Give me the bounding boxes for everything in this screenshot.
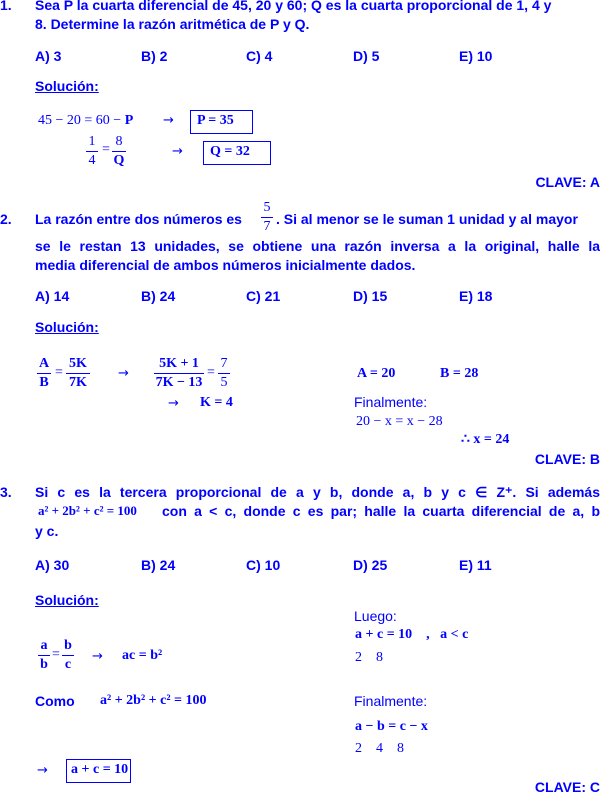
problem-2-final-equation: 20 − x = x − 28 xyxy=(356,414,443,429)
problem-1-option-a: A) 3 xyxy=(35,48,62,64)
problem-1-solucion-heading: Solución: xyxy=(35,78,99,94)
problem-3-como-label: Como xyxy=(35,693,75,709)
problem-3-solucion-heading: Solución: xyxy=(35,592,99,608)
arrow-icon: → xyxy=(172,144,183,159)
problem-2-solucion-heading: Solución: xyxy=(35,319,99,335)
equals-sign: = xyxy=(102,142,110,157)
arrow-icon: → xyxy=(118,366,129,381)
arrow-icon: → xyxy=(92,649,103,664)
problem-1-option-d: D) 5 xyxy=(353,48,380,64)
problem-3-option-c: C) 10 xyxy=(246,557,281,573)
problem-3-final-values: 2 4 8 xyxy=(355,741,404,756)
problem-1-clave: CLAVE: A xyxy=(535,174,600,190)
problem-2-fraction-5k-7k: 5K 7K xyxy=(66,356,90,391)
problem-3-proportion-result: ac = b² xyxy=(122,648,163,663)
problem-3-fraction-b-c: b c xyxy=(62,638,74,673)
problem-3-option-b: B) 24 xyxy=(141,557,176,573)
problem-3-luego-values: 2 8 xyxy=(355,650,383,665)
problem-2-option-d: D) 15 xyxy=(353,288,388,304)
problem-2-final-result: ∴ x = 24 xyxy=(461,432,510,447)
problem-2-k-result: K = 4 xyxy=(200,395,233,410)
problem-3-number: 3. xyxy=(0,484,12,500)
problem-1-option-e: E) 10 xyxy=(459,48,493,64)
arrow-icon: → xyxy=(37,763,48,778)
problem-2-option-b: B) 24 xyxy=(141,288,176,304)
problem-3-text-line-2: con a < c, donde c es par; halle la cuarta diferencial de a, b xyxy=(162,503,600,519)
problem-3-option-d: D) 25 xyxy=(353,557,388,573)
problem-2-fraction-5-7: 5 7 xyxy=(261,200,273,235)
equals-sign: = xyxy=(55,365,63,380)
problem-2-fraction-5k1-7k13: 5K + 1 7K − 13 xyxy=(155,356,203,390)
problem-2-text-line-1-pre: La razón entre dos números es xyxy=(35,211,242,227)
problem-3-finalmente: Finalmente: xyxy=(354,693,428,709)
problem-1-text-line-1: Sea P la cuarta diferencial de 45, 20 y 60; Q es la cuarta proporcional de 1, 4 y xyxy=(35,0,552,13)
problem-2-fraction-7-5: 7 5 xyxy=(218,356,230,391)
problem-1-result-box-p: P = 35 xyxy=(190,110,253,134)
problem-3-text-line-3: y c. xyxy=(35,523,59,539)
problem-1-fraction-1-4: 1 4 xyxy=(86,134,98,169)
problem-3-option-a: A) 30 xyxy=(35,557,70,573)
problem-3-clave: CLAVE: C xyxy=(534,779,600,795)
problem-2-option-e: E) 18 xyxy=(459,288,493,304)
problem-3-como-equation: a² + 2b² + c² = 100 xyxy=(100,693,207,708)
problem-2-finalmente: Finalmente: xyxy=(354,394,428,410)
problem-3-option-e: E) 11 xyxy=(459,557,492,573)
problem-3-luego-equation: a + c = 10 , a < c xyxy=(355,627,469,642)
problem-3-fraction-a-b: a b xyxy=(38,638,50,673)
problem-1-option-b: B) 2 xyxy=(141,48,168,64)
problem-2-b-value: B = 28 xyxy=(440,366,479,381)
problem-1-equation-1: 45 − 20 = 60 − P xyxy=(38,113,134,128)
problem-3-inline-equation: a² + 2b² + c² = 100 xyxy=(38,503,137,518)
problem-2-fraction-a-b: A B xyxy=(38,356,50,390)
problem-2-option-c: C) 21 xyxy=(246,288,281,304)
problem-2-clave: CLAVE: B xyxy=(534,451,600,467)
problem-1-result-box-q: Q = 32 xyxy=(203,141,271,165)
problem-3-final-equation: a − b = c − x xyxy=(355,719,428,734)
problem-2-number: 2. xyxy=(0,211,12,227)
problem-1-option-c: C) 4 xyxy=(246,48,273,64)
problem-1-text-line-2: 8. Determine la razón aritmética de P y Q. xyxy=(35,16,310,32)
arrow-icon: → xyxy=(168,396,179,411)
equals-sign: = xyxy=(52,647,60,662)
problem-3-result-box-sum: a + c = 10 xyxy=(66,759,131,783)
problem-2-text-line-2: se le restan 13 unidades, se obtiene una razón inversa a la original, halle la xyxy=(35,238,600,254)
arrow-icon: → xyxy=(163,113,174,128)
problem-3-text-line-1: Si c es la tercera proporcional de a y b, donde a, b y c ∈ Z⁺. Si además xyxy=(35,484,600,500)
equals-sign: = xyxy=(207,365,215,380)
problem-2-text-line-1-post: . Si al menor se le suman 1 unidad y al mayor xyxy=(276,211,578,227)
problem-2-text-line-3: media diferencial de ambos números inicialmente dados. xyxy=(35,257,416,273)
problem-2-option-a: A) 14 xyxy=(35,288,70,304)
problem-1-fraction-8-q: 8 Q xyxy=(113,134,125,168)
problem-3-luego: Luego: xyxy=(354,608,397,624)
problem-2-a-value: A = 20 xyxy=(357,366,396,381)
problem-1-number: 1. xyxy=(0,0,12,13)
